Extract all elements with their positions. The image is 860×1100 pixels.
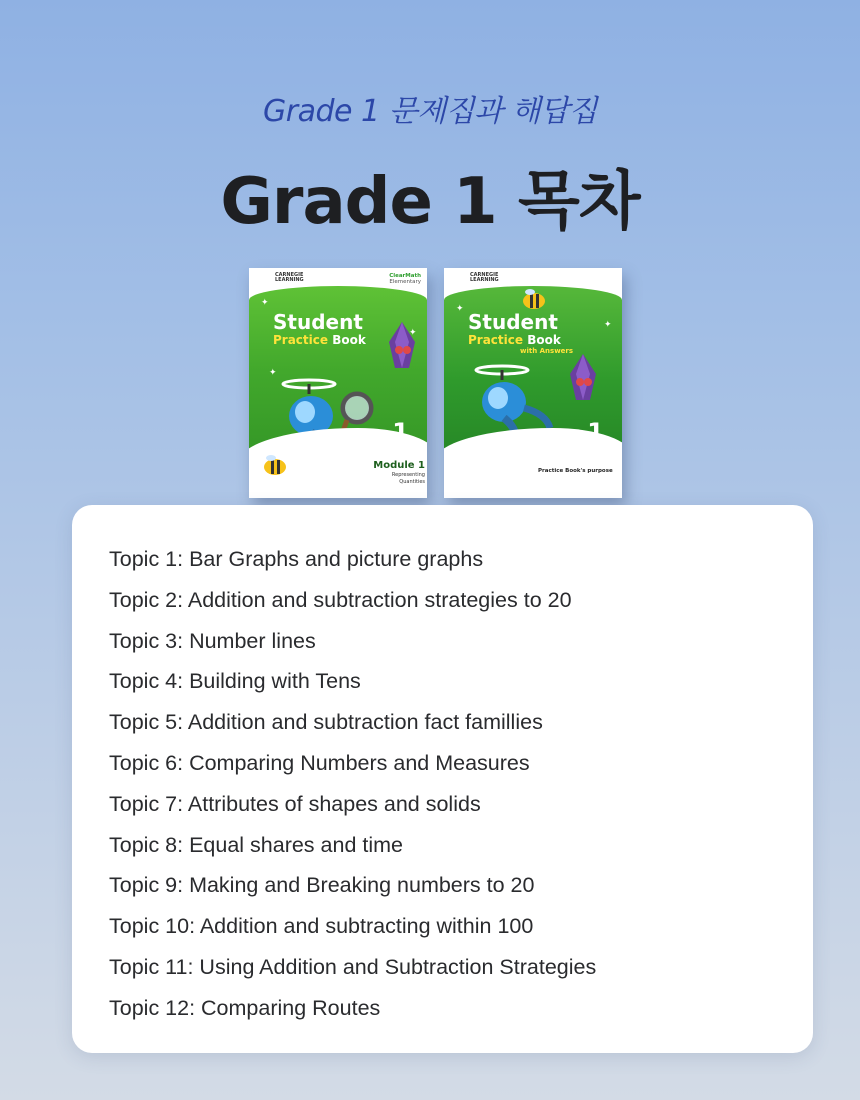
publisher-line1: CARNEGIE (470, 272, 499, 278)
module-subtitle-2: Quantities (399, 479, 425, 485)
list-item: Topic 5: Addition and subtraction fact famillies (109, 710, 543, 735)
list-item: Topic 6: Comparing Numbers and Measures (109, 750, 530, 775)
bee-icon (261, 454, 289, 476)
sparkle-icon: ✦ (456, 304, 464, 314)
publisher-logo (275, 273, 304, 283)
book-cover-student-practice-answers (444, 268, 622, 498)
sparkle-icon: ✦ (604, 320, 612, 330)
list-item: Topic 8: Equal shares and time (109, 832, 403, 857)
module-title: Module 1 (373, 460, 425, 471)
series-label (389, 273, 421, 285)
list-item: Topic 3: Number lines (109, 628, 316, 653)
sparkle-icon: ✦ (409, 328, 417, 338)
publisher-line2: LEARNING (275, 277, 304, 283)
page-title: Grade 1 목차 (220, 165, 640, 239)
series-line1: ClearMath (389, 273, 421, 279)
list-item: Topic 1: Bar Graphs and picture graphs (109, 547, 484, 571)
book-cover-student-practice (249, 268, 427, 498)
cover-title-student: Student (273, 310, 363, 334)
page-subtitle: Grade 1 문제집과 해답집 (262, 94, 598, 129)
publisher-line2: LEARNING (470, 277, 499, 283)
series-line2: Elementary (389, 279, 421, 285)
topic-card (72, 505, 813, 1053)
module-label (365, 460, 425, 485)
cover-title-book: Book (328, 333, 366, 347)
sparkle-icon: ✦ (269, 368, 277, 378)
topic-list (109, 539, 596, 1029)
list-item: Topic 7: Attributes of shapes and solids (109, 791, 481, 816)
list-item: Topic 12: Comparing Routes (109, 995, 381, 1020)
cover-title-book: Book (523, 333, 561, 347)
grade-number: 1 (392, 418, 409, 446)
grade-number: 1 (587, 418, 604, 446)
list-item: Topic 2: Addition and subtraction strategies to 20 (109, 587, 572, 612)
module-subtitle-1: Representing (391, 472, 425, 478)
list-item: Topic 10: Addition and subtracting within 100 (109, 914, 534, 939)
crystal-character-icon (387, 322, 417, 372)
list-item: Topic 9: Making and Breaking numbers to 20 (109, 873, 535, 898)
bee-icon (520, 288, 548, 310)
cover-title-student: Student (468, 310, 558, 334)
publisher-logo (470, 273, 499, 283)
cover-title-practice: Practice (273, 333, 329, 347)
cover-title-answers: with Answers (520, 347, 574, 355)
sparkle-icon: ✦ (261, 298, 269, 308)
list-item: Topic 4: Building with Tens (109, 669, 361, 694)
list-item: Topic 11: Using Addition and Subtraction Strategies (109, 954, 597, 979)
cover-title (468, 312, 614, 355)
publisher-line1: CARNEGIE (275, 272, 304, 278)
cover-title-practice: Practice (468, 333, 524, 347)
purpose-title: Practice Book's purpose (538, 468, 613, 474)
purpose-label (538, 468, 618, 474)
